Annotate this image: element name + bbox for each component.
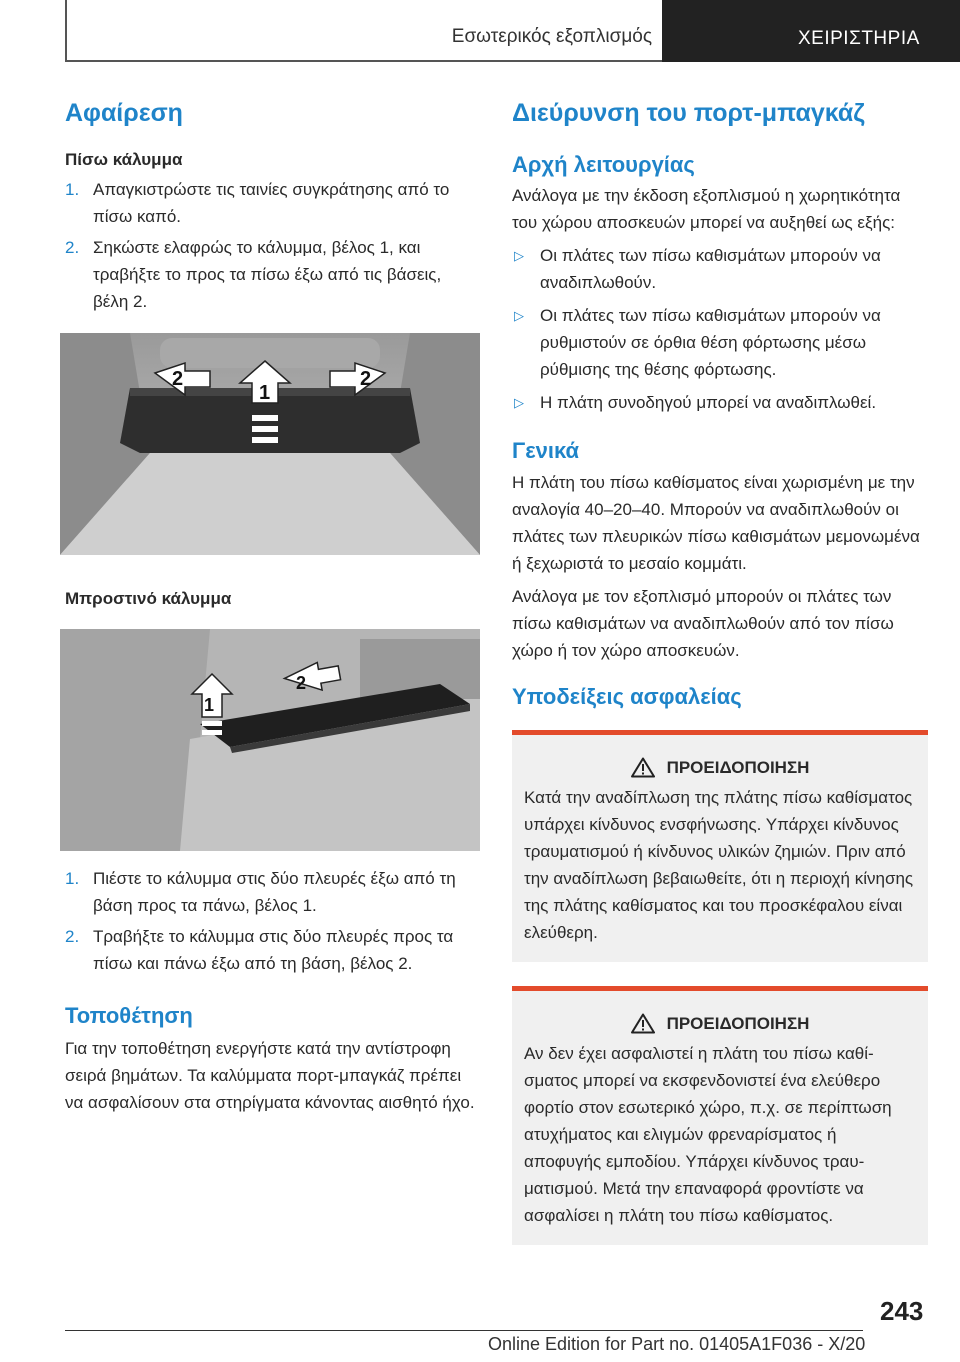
removal-title: Αφαίρεση <box>65 99 183 127</box>
principle-list <box>512 242 928 416</box>
warning-box <box>512 986 928 1245</box>
figure-label: 2 <box>360 368 372 390</box>
list-item: ▷ Οι πλάτες των πίσω καθισμάτων μπορούν να ρυθμιστούν σε όρθια θέση φόρτωσης μέσω ρύθμισης της θέσης φόρτωσης. <box>514 306 881 380</box>
rear-steps-list <box>65 176 480 315</box>
general-text-2: Ανάλογα με τον εξοπλισμό μπορούν οι πλάτες των πίσω καθισμάτων να αναδιπλωθούν από τον πίσω χώρο ή τον χώρο αποσκευών. <box>512 586 894 660</box>
warning-triangle-icon <box>631 1013 655 1034</box>
expand-trunk-title: Διεύρυνση του πορτ-μπαγκάζ <box>512 99 865 127</box>
header-section-title: Εσωτερικός εξοπλισμός <box>451 26 652 47</box>
list-item: 1. Πιέστε το κάλυμμα στις δύο πλευρές έξω από τη βάση προς τα πάνω, βέλος 1. <box>65 869 456 915</box>
list-item: ▷ Οι πλάτες των πίσω καθισμάτων μπορούν να αναδιπλωθούν. <box>514 246 881 293</box>
front-cover-title: Μπροστινό κάλυμμα <box>65 589 232 608</box>
warning-text: Αν δεν έχει ασφαλιστεί η πλάτη του πίσω καθίσματος μπορεί να εκσφενδονιστεί ένα ελεύθερο φορτίο στον εσωτερικό χώρο, π.χ. σε περίπτωση ατυχήματος και ελιγμών φρεναρίσματος ή αποφυγής εμποδίου. Υπάρχει κίνδυνος τραυματισμού. Μετά την επαναφορά φροντίστε να ασφαλίσει η πλάτη του πίσω καθίσματος. <box>524 1044 892 1226</box>
rear-cover-illustration <box>60 333 480 555</box>
rear-cover-figure <box>60 333 480 555</box>
warning-heading: ΠΡΟΕΙΔΟΠΟΙΗΣΗ <box>666 757 810 777</box>
header-chapter-tab[interactable] <box>662 0 960 62</box>
list-item: 2. Τραβήξτε το κάλυμμα στις δύο πλευρές προς τα πίσω και πάνω έξω από τη βάση, βέλος 2. <box>65 927 454 973</box>
general-title: Γενικά <box>512 438 580 464</box>
rear-cover-title: Πίσω κάλυμμα <box>65 150 183 169</box>
warning-text: Κατά την αναδίπλωση της πλάτης πίσω καθίσματος υπάρχει κίνδυνος ενσφήνωσης. Υπάρχει κίνδυνος τραυματισμού ή κίνδυνος υλικών ζημιών. Πριν από την αναδίπλωση βεβαιωθείτε, ότι η περιοχή κίνησης της πλάτης καθίσματος και του προσκέφαλου είναι ελεύθερη. <box>524 788 914 943</box>
footer-rule <box>65 1330 863 1331</box>
figure-label: 1 <box>259 382 271 404</box>
header-divider <box>65 0 67 62</box>
right-column <box>512 98 928 1245</box>
list-item: 1. Απαγκιστρώστε τις ταινίες συγκράτησης από το πίσω καπό. <box>65 180 450 226</box>
figure-label: 2 <box>296 673 307 693</box>
warning-box <box>512 730 928 962</box>
front-cover-figure <box>60 629 480 851</box>
figure-label: 2 <box>172 368 184 390</box>
install-text: Για την τοποθέτηση ενεργήστε κατά την αντίστροφη σειρά βημάτων. Τα καλύμματα πορτ-μπαγκάζ πρέπει να ασφαλίσουν στα στηρίγματα κάνοντας αισθητό ήχο. <box>65 1039 475 1113</box>
principle-text: Ανάλογα με την έκδοση εξοπλισμού η χωρητικότητα του χώρου αποσκευών μπορεί να αυξηθεί ως εξής: <box>512 186 901 233</box>
front-cover-illustration <box>60 629 480 851</box>
safety-title: Υποδείξεις ασφαλείας <box>512 683 742 709</box>
header-chapter-label: ΧΕΙΡΙΣΤΗΡΙΑ <box>798 28 920 49</box>
warning-triangle-icon <box>631 757 655 778</box>
install-title: Τοποθέτηση <box>65 1003 193 1028</box>
principle-title: Αρχή λειτουργίας <box>512 152 695 177</box>
warning-heading: ΠΡΟΕΙΔΟΠΟΙΗΣΗ <box>666 1013 810 1033</box>
header-rule <box>65 60 663 62</box>
left-column <box>65 98 480 1116</box>
general-text-1: Η πλάτη του πίσω καθίσματος είναι χωρισμένη με την αναλογία 40–20–40. Μπορούν να αναδιπλωθούν οι πλάτες των πλευρικών πίσω καθισμάτων μεμονωμένα ή ξεχωριστά το μεσαίο κομμάτι. <box>512 472 920 573</box>
front-steps-list <box>65 865 480 977</box>
list-item: 2. Σηκώστε ελαφρώς το κάλυμμα, βέλος 1, και τραβήξτε το προς τα πίσω έξω από τις βάσεις, βέλη 2. <box>65 238 442 311</box>
list-item: ▷ Η πλάτη συνοδηγού μπορεί να αναδιπλωθεί. <box>514 393 877 413</box>
edition-text: Online Edition for Part no. 01405A1F036 - X/20 <box>488 1334 866 1354</box>
figure-label: 1 <box>204 695 215 715</box>
page-number: 243 <box>880 1296 924 1326</box>
